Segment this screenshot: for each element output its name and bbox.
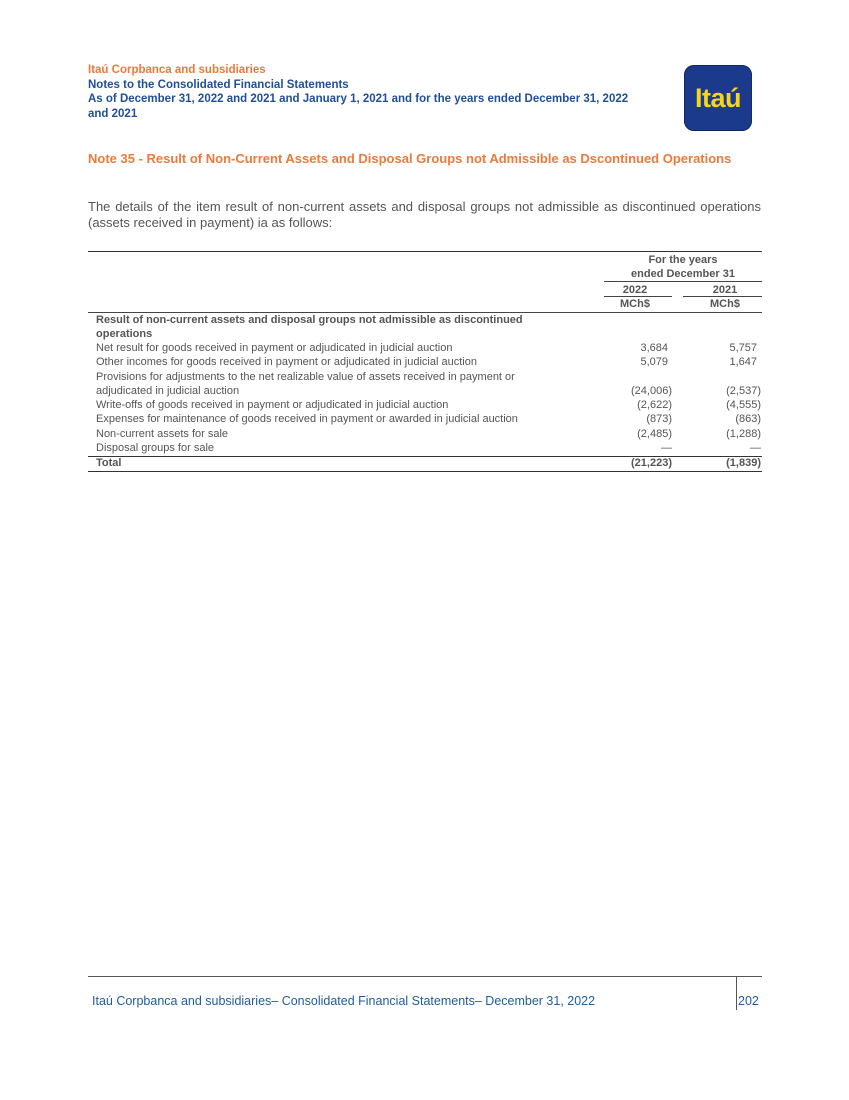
header-company: Itaú Corpbanca and subsidiaries bbox=[88, 64, 266, 76]
itau-logo bbox=[684, 65, 752, 131]
section-title-line1: Result of non-current assets and disposal groups not admissible as discontinued bbox=[96, 314, 523, 326]
row-label: Expenses for maintenance of goods received in payment or awarded in judicial auction bbox=[96, 413, 518, 425]
row-value-2021: (4,555) bbox=[726, 399, 761, 411]
year-2022-header: 2022 bbox=[622, 284, 648, 296]
table-row bbox=[96, 385, 762, 398]
unit-2022-header: MCh$ bbox=[620, 298, 650, 310]
row-value-2022: (873) bbox=[646, 413, 672, 425]
total-row bbox=[96, 457, 762, 470]
total-value-2022: (21,223) bbox=[631, 457, 672, 469]
row-label: Provisions for adjustments to the net realizable value of assets received in payment or bbox=[96, 371, 515, 383]
row-value-2021: 1,647 bbox=[729, 356, 757, 368]
note-title: Note 35 - Result of Non-Current Assets and Disposal Groups not Admissible as Dscontinued Operations bbox=[88, 151, 732, 166]
footer-divider bbox=[736, 976, 737, 1010]
row-value-2021: 5,757 bbox=[729, 342, 757, 354]
row-label: adjudicated in judicial auction bbox=[96, 385, 240, 397]
period-header-line2: ended December 31 bbox=[631, 268, 735, 280]
table-row bbox=[96, 356, 762, 369]
row-value-2022: (2,622) bbox=[637, 399, 672, 411]
document-header bbox=[88, 63, 680, 121]
header-bottom-rule bbox=[88, 312, 762, 313]
row-value-2022: 5,079 bbox=[640, 356, 668, 368]
row-label: Write-offs of goods received in payment or adjudicated in judicial auction bbox=[96, 399, 449, 411]
header-subtitle: Notes to the Consolidated Financial Statements bbox=[88, 78, 349, 91]
total-bottom-rule bbox=[88, 471, 762, 472]
footer-text: Itaú Corpbanca and subsidiaries– Consolidated Financial Statements– December 31, 2022 bbox=[92, 994, 596, 1008]
row-label: Net result for goods received in payment or adjudicated in judicial auction bbox=[96, 342, 453, 354]
total-value-2021: (1,839) bbox=[726, 457, 761, 469]
year-2021-header: 2021 bbox=[712, 284, 738, 296]
row-label: Disposal groups for sale bbox=[96, 442, 215, 454]
row-value-2021: (2,537) bbox=[726, 385, 761, 397]
row-label: Non-current assets for sale bbox=[96, 428, 229, 440]
footer-rule bbox=[88, 976, 762, 977]
row-value-2022: 3,684 bbox=[640, 342, 668, 354]
header-date-line: As of December 31, 2022 and 2021 and January 1, 2021 and for the years ended December 31, 2022 bbox=[88, 93, 629, 105]
section-title-row-cont bbox=[96, 328, 762, 341]
row-value-2022: — bbox=[661, 442, 672, 454]
period-header-line1: For the years bbox=[648, 254, 718, 266]
row-value-2021: — bbox=[750, 442, 761, 454]
table-row bbox=[96, 399, 762, 412]
header-date-line-cont: and 2021 bbox=[88, 107, 138, 120]
table-top-rule bbox=[88, 251, 762, 252]
section-title-line2: operations bbox=[96, 328, 153, 340]
total-label: Total bbox=[96, 457, 122, 469]
row-value-2022: (24,006) bbox=[631, 385, 672, 397]
table-row bbox=[96, 342, 762, 355]
row-value-2021: (863) bbox=[735, 413, 761, 425]
logo-text: Itaú bbox=[694, 82, 741, 113]
year-2022-underline bbox=[604, 296, 672, 297]
year-2021-underline bbox=[683, 296, 762, 297]
row-label: Other incomes for goods received in payment or adjudicated in judicial auction bbox=[96, 356, 477, 368]
period-underline bbox=[604, 281, 762, 282]
table-row bbox=[96, 442, 762, 455]
note-intro: The details of the item result of non-current assets and disposal groups not admissible as discontinued operations (assets received in payment) ia as follows: bbox=[88, 199, 761, 230]
table-row bbox=[96, 371, 762, 384]
page-number: 202 bbox=[738, 994, 759, 1008]
row-value-2021: (1,288) bbox=[726, 428, 761, 440]
row-value-2022: (2,485) bbox=[637, 428, 672, 440]
unit-2021-header: MCh$ bbox=[710, 298, 740, 310]
table-row bbox=[96, 428, 762, 441]
table-row bbox=[96, 413, 762, 426]
section-title-row bbox=[96, 314, 762, 327]
